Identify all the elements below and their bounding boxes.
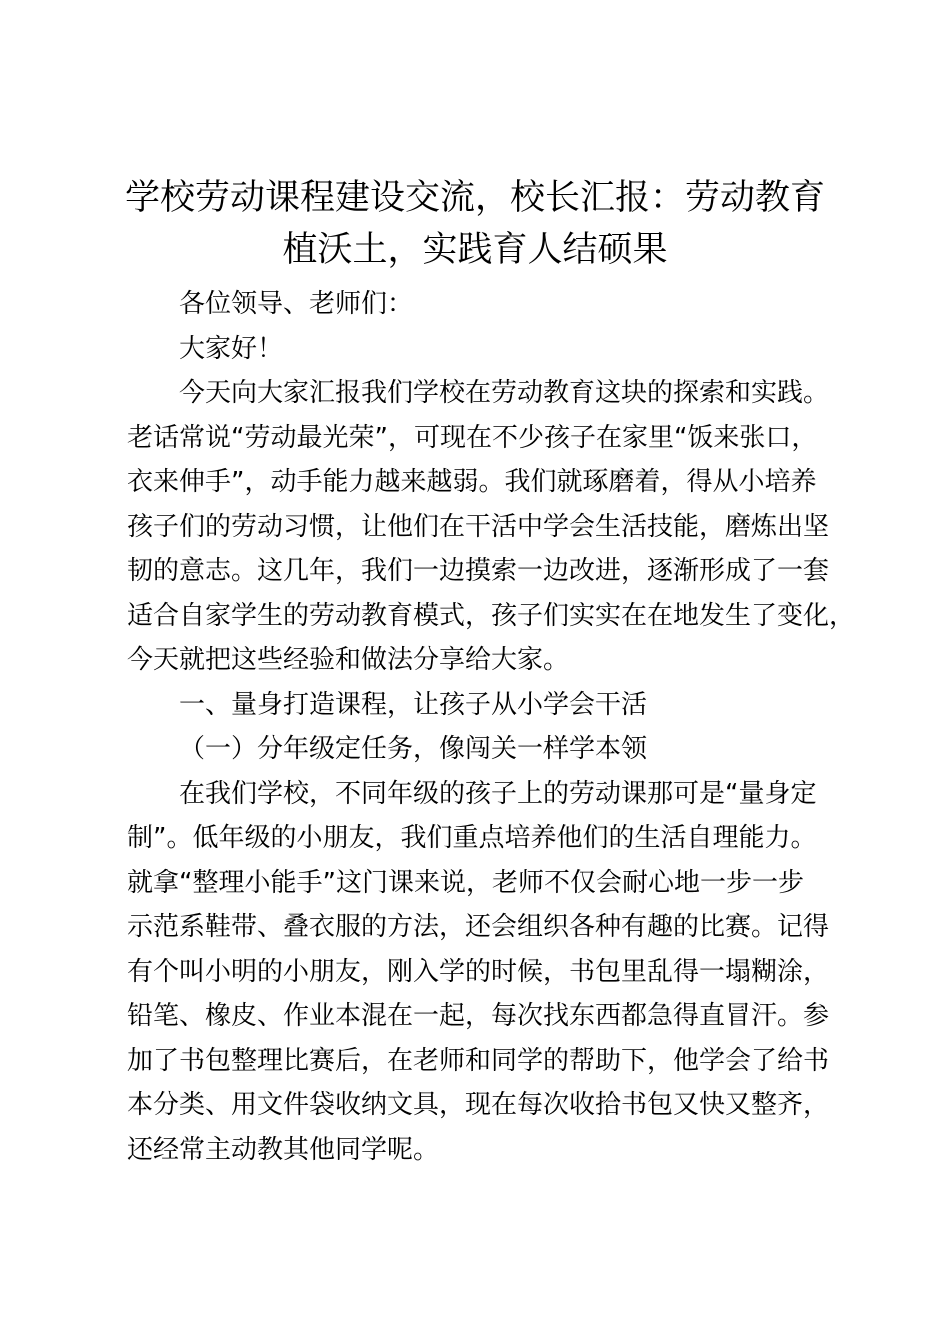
paragraph-line: 今天就把这些经验和做法分享给大家。	[127, 645, 570, 675]
paragraph-line: 铅笔、橡皮、作业本混在一起，每次找东西都急得直冒汗。参	[127, 1001, 830, 1031]
paragraph-line: 在我们学校，不同年级的孩子上的劳动课那可是“量身定	[179, 778, 817, 809]
paragraph-line: 示范系鞋带、叠衣服的方法，还会组织各种有趣的比赛。记得	[127, 912, 830, 942]
title-line-1: 学校劳动课程建设交流，校长汇报：劳动教育	[124, 178, 825, 218]
title-line-2: 植沃土，实践育人结硕果	[282, 230, 668, 270]
paragraph-line: 就拿“整理小能手”这门课来说，老师不仅会耐心地一步一步	[127, 867, 804, 898]
section-heading: 一、量身打造课程，让孩子从小学会干活	[179, 689, 648, 720]
document-body	[127, 282, 856, 1172]
paragraph-line: 老话常说“劳动最光荣”，可现在不少孩子在家里“饭来张口，	[127, 422, 818, 453]
paragraph-line: 适合自家学生的劳动教育模式，孩子们实实在在地发生了变化，	[127, 600, 856, 631]
paragraph-line: 还经常主动教其他同学呢。	[127, 1134, 440, 1165]
paragraph-line: 衣来伸手”，动手能力越来越弱。我们就琢磨着，得从小培养	[127, 467, 817, 497]
paragraph-line: 制”。低年级的小朋友，我们重点培养他们的生活自理能力。	[127, 823, 817, 853]
salutation: 各位领导、老师们：	[179, 289, 414, 319]
subsection-heading: （一）分年级定任务，像闯关一样学本领	[179, 734, 648, 764]
paragraph-line: 今天向大家汇报我们学校在劳动教育这块的探索和实践。	[179, 378, 830, 408]
paragraph-line: 有个叫小明的小朋友，刚入学的时候，书包里乱得一塌糊涂，	[127, 956, 830, 987]
paragraph-line: 本分类、用文件袋收纳文具，现在每次收拾书包又快又整齐，	[127, 1090, 830, 1120]
paragraph-line: 韧的意志。这几年，我们一边摸索一边改进，逐渐形成了一套	[127, 556, 830, 586]
greeting: 大家好！	[179, 333, 284, 364]
document-title	[100, 172, 850, 276]
paragraph-line: 孩子们的劳动习惯，让他们在干活中学会生活技能，磨炼出坚	[127, 511, 830, 542]
paragraph-line: 加了书包整理比赛后，在老师和同学的帮助下，他学会了给书	[127, 1045, 830, 1076]
